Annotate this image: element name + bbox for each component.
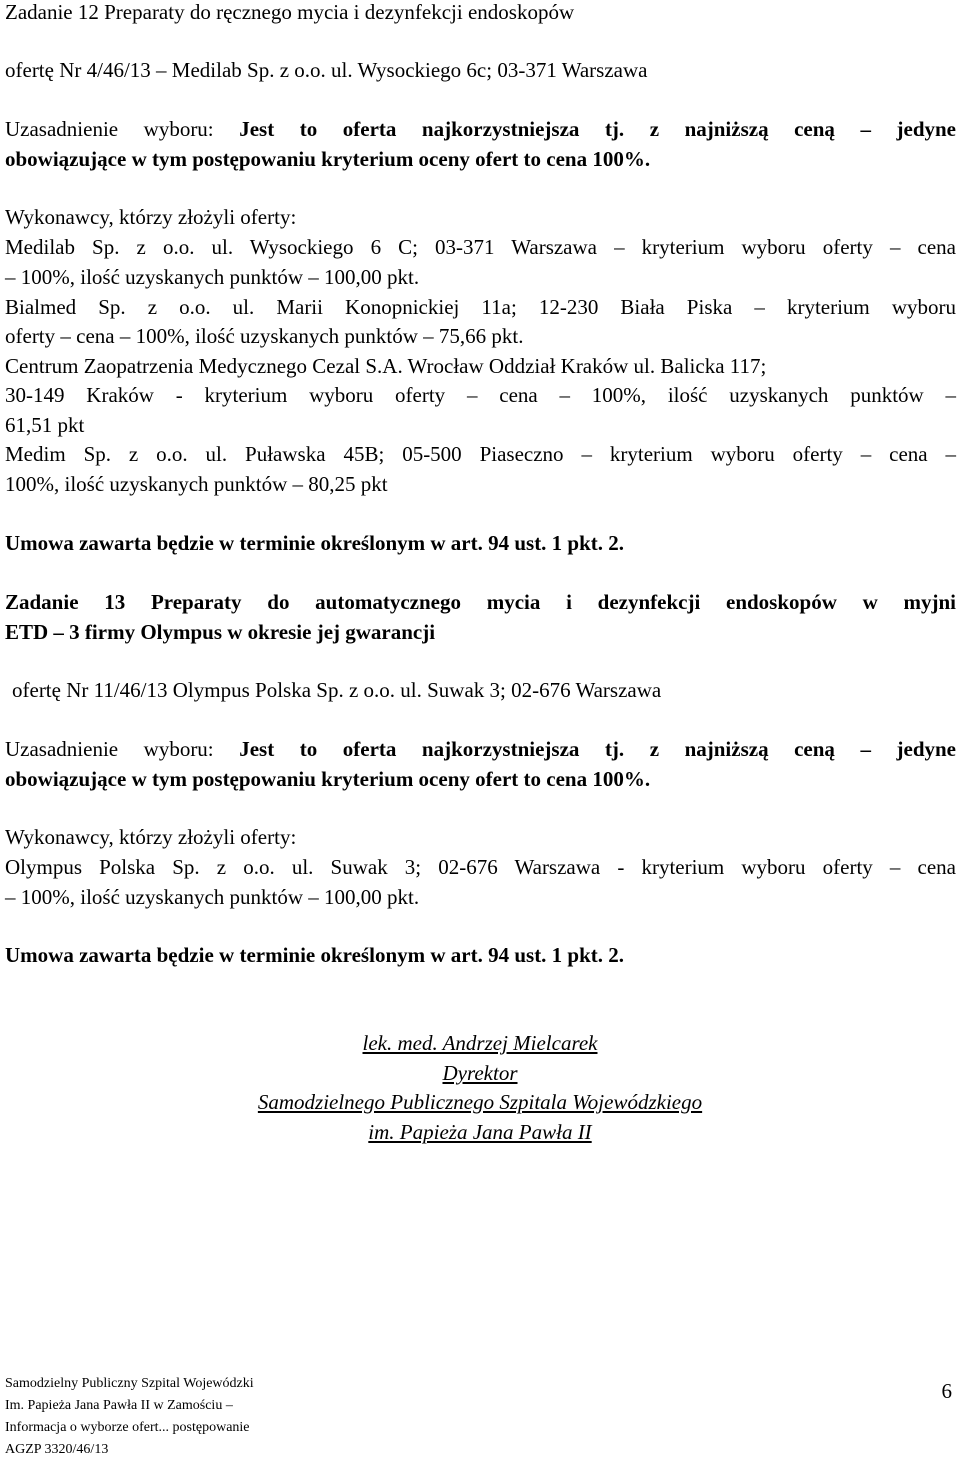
signature-title: Dyrektor <box>442 1061 518 1085</box>
task12-rationale-line2: obowiązujące w tym postępowaniu kryterium oceny ofert to cena 100%. <box>5 147 651 171</box>
task12-bidder4-line1: Medim Sp. z o.o. ul. Puławska 45B; 05-500 Piaseczno – kryterium wyboru oferty – cena – <box>5 442 956 466</box>
task13-bidders-heading: Wykonawcy, którzy złożyli oferty: <box>5 825 297 849</box>
task13-bidder1-line2: – 100%, ilość uzyskanych punktów – 100,00 pkt. <box>5 885 420 909</box>
signature-org-line2: im. Papieża Jana Pawła II <box>368 1120 592 1144</box>
task13-rationale-line2: obowiązujące w tym postępowaniu kryterium oceny ofert to cena 100%. <box>5 767 651 791</box>
task12-bidders-heading: Wykonawcy, którzy złożyli oferty: <box>5 205 297 229</box>
signature-name: lek. med. Andrzej Mielcarek <box>362 1031 598 1055</box>
task13-heading-line1: Zadanie 13 Preparaty do automatycznego mycia i dezynfekcji endoskopów w myjni <box>5 590 956 614</box>
task12-bidder1-line2: – 100%, ilość uzyskanych punktów – 100,00 pkt. <box>5 265 420 289</box>
task13-contract: Umowa zawarta będzie w terminie określonym w art. 94 ust. 1 pkt. 2. <box>5 943 625 967</box>
task12-rationale-label: Uzasadnienie wyboru: <box>5 117 214 141</box>
task13-rationale-text: Jest to oferta najkorzystniejsza tj. z najniższą ceną – jedyne <box>239 737 957 761</box>
task13-bidder1-line1: Olympus Polska Sp. z o.o. ul. Suwak 3; 02-676 Warszawa - kryterium wyboru oferty – cena <box>5 855 956 879</box>
task12-bidder3-line2: 30-149 Kraków - kryterium wyboru oferty – cena – 100%, ilość uzyskanych punktów – <box>5 383 956 407</box>
task12-bidder3-line1: Centrum Zaopatrzenia Medycznego Cezal S.A. Wrocław Oddział Kraków ul. Balicka 117; <box>5 354 767 378</box>
task12-rationale-text: Jest to oferta najkorzystniejsza tj. z najniższą ceną – jedyne <box>239 117 957 141</box>
footer-line4: AGZP 3320/46/13 <box>5 1442 109 1457</box>
footer-line3: Informacja o wyborze ofert... postępowanie <box>5 1420 250 1435</box>
task12-rationale-line1 <box>5 117 956 142</box>
page-number: 6 <box>941 1379 952 1403</box>
task12-offer: ofertę Nr 4/46/13 – Medilab Sp. z o.o. ul. Wysockiego 6c; 03-371 Warszawa <box>5 58 648 82</box>
task12-bidder1-line1: Medilab Sp. z o.o. ul. Wysockiego 6 C; 03-371 Warszawa – kryterium wyboru oferty – cena <box>5 235 956 259</box>
task12-bidder2-line1: Bialmed Sp. z o.o. ul. Marii Konopnickiej 11a; 12-230 Biała Piska – kryterium wyboru <box>5 295 956 319</box>
footer-line2: Im. Papieża Jana Pawła II w Zamościu – <box>5 1398 233 1413</box>
task13-rationale-label: Uzasadnienie wyboru: <box>5 737 214 761</box>
signature-org-line1: Samodzielnego Publicznego Szpitala Wojewódzkiego <box>257 1090 703 1114</box>
task12-heading: Zadanie 12 Preparaty do ręcznego mycia i dezynfekcji endoskopów <box>5 0 575 24</box>
task13-offer: ofertę Nr 11/46/13 Olympus Polska Sp. z o.o. ul. Suwak 3; 02-676 Warszawa <box>12 678 662 702</box>
task13-heading-line2: ETD – 3 firmy Olympus w okresie jej gwarancji <box>5 620 436 644</box>
task12-bidder4-line2: 100%, ilość uzyskanych punktów – 80,25 pkt <box>5 472 388 496</box>
task13-rationale-line1 <box>5 737 956 762</box>
task12-bidder3-line3: 61,51 pkt <box>5 413 85 437</box>
task12-bidder2-line2: oferty – cena – 100%, ilość uzyskanych punktów – 75,66 pkt. <box>5 324 524 348</box>
footer-line1: Samodzielny Publiczny Szpital Wojewódzki <box>5 1376 254 1391</box>
task12-contract: Umowa zawarta będzie w terminie określonym w art. 94 ust. 1 pkt. 2. <box>5 531 625 555</box>
